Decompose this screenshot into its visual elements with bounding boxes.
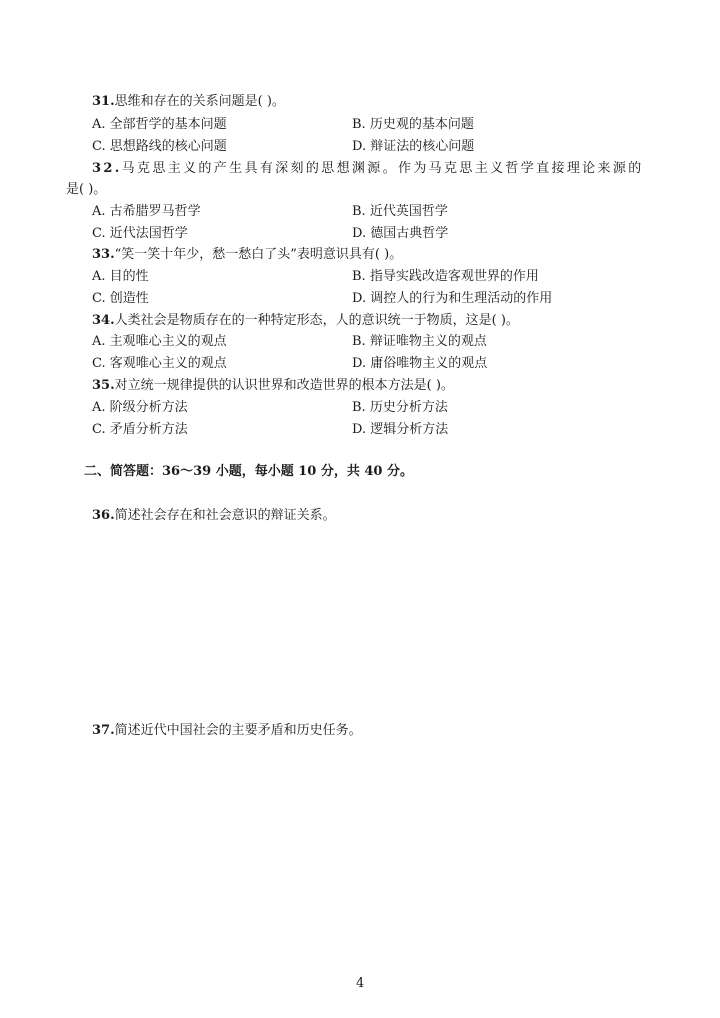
question-32-stem <box>92 160 644 178</box>
question-text: 简述社会存在和社会意识的辩证关系。 <box>114 508 336 523</box>
question-number: 33. <box>92 247 115 262</box>
option-c: C. 思想路线的核心问题 <box>92 139 227 154</box>
option-a: A. 阶级分析方法 <box>92 400 188 415</box>
question-text: 人类社会是物质存在的一种特定形态，人的意识统一于物质，这是( )。 <box>114 313 519 328</box>
option-d: D. 逻辑分析方法 <box>352 422 449 437</box>
option-a: A. 主观唯心主义的观点 <box>92 334 227 349</box>
question-number: 32. <box>92 161 122 176</box>
option-d: D. 德国古典哲学 <box>352 226 449 241</box>
question-number: 34. <box>92 313 115 328</box>
option-b: B. 历史观的基本问题 <box>352 117 474 132</box>
page-number: 4 <box>356 976 365 991</box>
question-text: “笑一笑十年少，愁一愁白了头”表明意识具有( )。 <box>114 247 403 262</box>
option-c: C. 矛盾分析方法 <box>92 422 188 437</box>
question-34-stem <box>92 312 519 330</box>
question-37-stem <box>92 722 362 740</box>
question-32-stem-continuation: 是( )。 <box>66 182 107 197</box>
answer-space <box>66 530 656 710</box>
option-b: B. 近代英国哲学 <box>352 204 448 219</box>
question-number: 35. <box>92 378 115 393</box>
option-d: D. 调控人的行为和生理活动的作用 <box>352 291 553 306</box>
section-heading: 二、简答题：36～39 小题，每小题 10 分，共 40 分。 <box>84 464 413 479</box>
question-number: 37. <box>92 723 115 738</box>
question-31-stem <box>92 93 285 111</box>
option-c: C. 创造性 <box>92 291 149 306</box>
option-a: A. 古希腊罗马哲学 <box>92 204 201 219</box>
question-35-stem <box>92 377 454 395</box>
option-b: B. 辩证唯物主义的观点 <box>352 334 487 349</box>
question-33-stem <box>92 246 402 264</box>
option-a: A. 全部哲学的基本问题 <box>92 117 227 132</box>
option-b: B. 历史分析方法 <box>352 400 448 415</box>
question-text: 思维和存在的关系问题是( )。 <box>114 94 285 109</box>
answer-space <box>66 745 656 945</box>
option-c: C. 近代法国哲学 <box>92 226 188 241</box>
option-b: B. 指导实践改造客观世界的作用 <box>352 269 539 284</box>
option-c: C. 客观唯心主义的观点 <box>92 356 227 371</box>
question-text: 对立统一规律提供的认识世界和改造世界的根本方法是( )。 <box>114 378 454 393</box>
question-text: 马克思主义的产生具有深刻的思想渊源。作为马克思主义哲学直接理论来源的 <box>121 161 644 176</box>
question-number: 31. <box>92 94 115 109</box>
question-36-stem <box>92 507 336 525</box>
option-d: D. 辩证法的核心问题 <box>352 139 475 154</box>
option-a: A. 目的性 <box>92 269 149 284</box>
question-text: 简述近代中国社会的主要矛盾和历史任务。 <box>114 723 362 738</box>
option-d: D. 庸俗唯物主义的观点 <box>352 356 488 371</box>
question-number: 36. <box>92 508 115 523</box>
